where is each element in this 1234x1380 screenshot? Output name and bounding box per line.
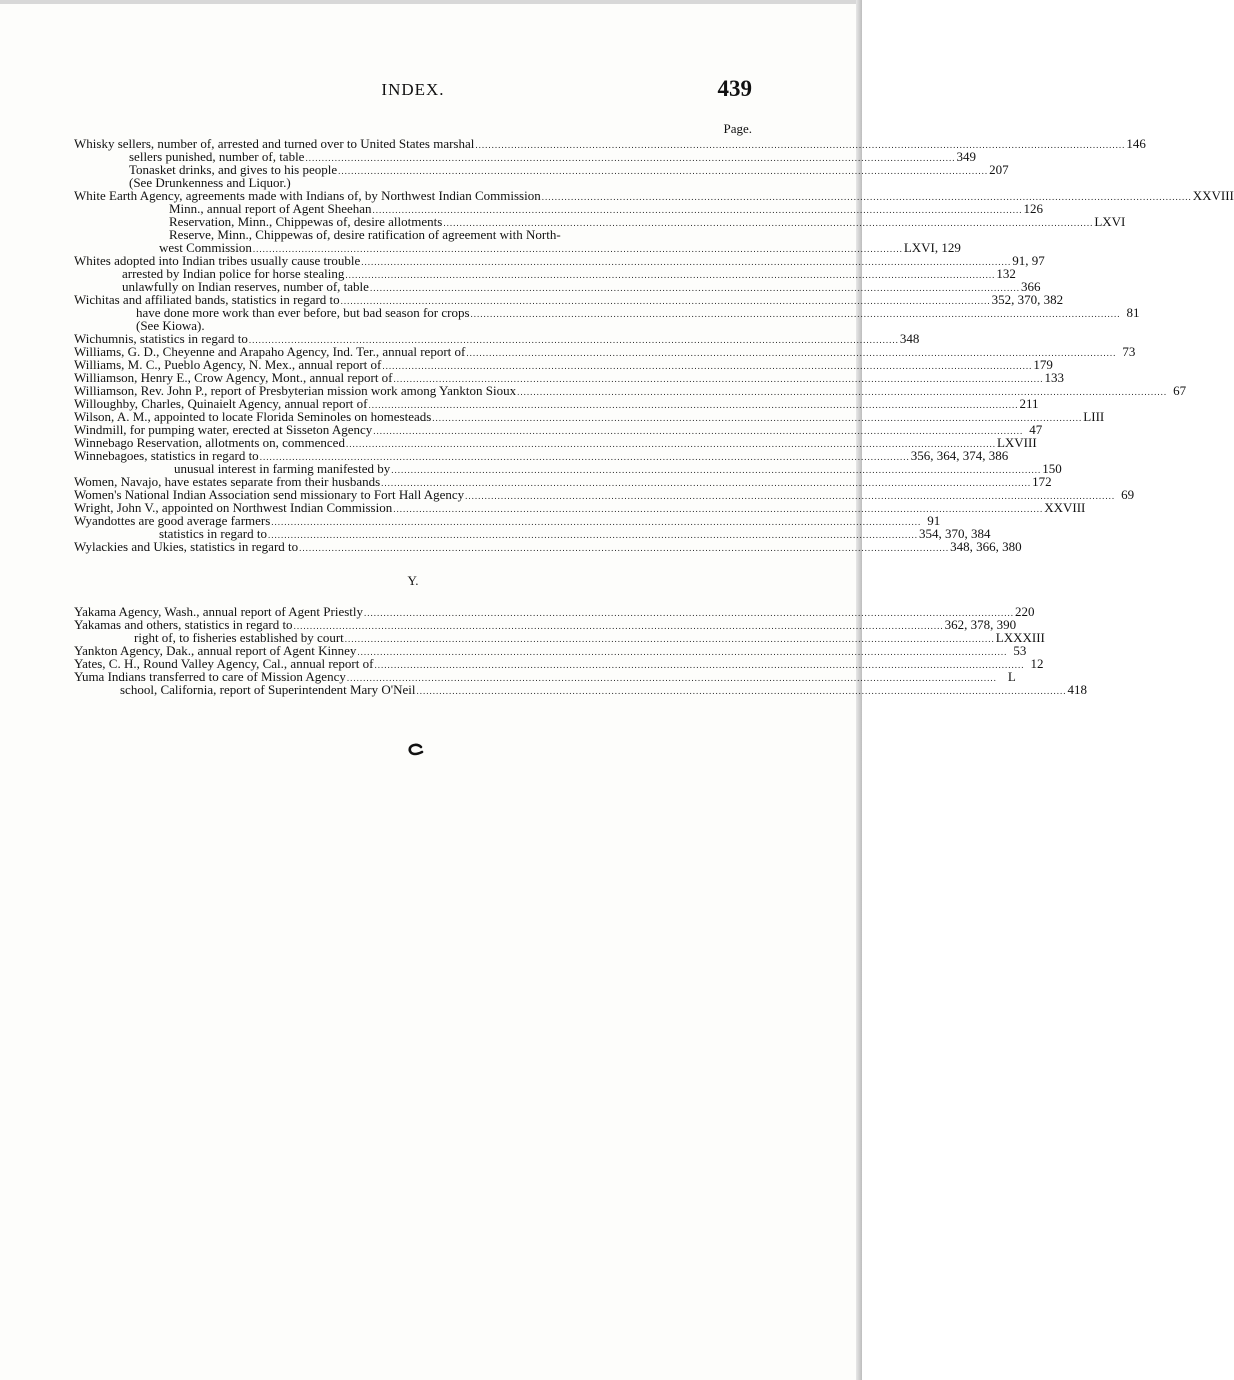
index-entry-page: 362, 378, 390 (944, 617, 1017, 632)
index-entry-page: 220 (1015, 604, 1035, 619)
dot-leader: ........................................................................................................................................................................................................ (345, 270, 996, 280)
dot-leader: ........................................................................................................................................................................................................ (357, 647, 1008, 657)
index-entry-page: 47 (1029, 422, 1043, 437)
index-entry-text: Wichitas and affiliated bands, statistics in regard to (74, 292, 340, 307)
index-entry-page: 146 (1126, 136, 1146, 151)
dot-leader: ........................................................................................................................................................................................................ (373, 426, 1024, 436)
index-entry-page: 150 (1042, 461, 1062, 476)
index-entry-page: 354, 370, 384 (918, 526, 991, 541)
dot-leader: ........................................................................................................................................................................................................ (299, 543, 950, 553)
index-entry-text: (See Drunkenness and Liquor.) (129, 175, 291, 190)
index-entry-text: Reservation, Minn., Chippewas of, desire allotments (169, 214, 443, 229)
index-entry-page: LXVI, 129 (903, 240, 961, 255)
index-entry-text: Wyandottes are good average farmers (74, 513, 271, 528)
index-entry (74, 682, 1087, 697)
index-entry-page: 73 (1122, 344, 1136, 359)
index-entry-page: 81 (1126, 305, 1140, 320)
index-entry-text: Reserve, Minn., Chippewas of, desire ratification of agreement with North- (169, 227, 561, 242)
index-entry-page: 207 (989, 162, 1009, 177)
index-entry-page: 179 (1033, 357, 1053, 372)
dot-leader: ........................................................................................................................................................................................................ (382, 361, 1033, 371)
dot-leader: ........................................................................................................................................................................................................ (346, 673, 997, 683)
index-section-y (74, 604, 1087, 697)
index-entry-text: Whites adopted into Indian tribes usually cause trouble (74, 253, 361, 268)
dot-leader: ........................................................................................................................................................................................................ (369, 283, 1020, 293)
index-entry-text: Williamson, Henry E., Crow Agency, Mont., annual report of (74, 370, 393, 385)
index-entry-page: 67 (1173, 383, 1187, 398)
index-entry-text: Yankton Agency, Dak., annual report of Agent Kinney (74, 643, 357, 658)
index-entry-text: Williamson, Rev. John P., report of Presbyterian mission work among Yankton Sioux (74, 383, 517, 398)
index-entry-page: 69 (1121, 487, 1135, 502)
index-entry-text: Winnebago Reservation, allotments on, commenced (74, 435, 345, 450)
index-entry-text: school, California, report of Superintendent Mary O'Neil (120, 682, 416, 697)
index-entry-text: unlawfully on Indian reserves, number of, table (122, 279, 369, 294)
index-entry-text: Yates, C. H., Round Valley Agency, Cal., annual report of (74, 656, 374, 671)
dot-leader: ........................................................................................................................................................................................................ (393, 374, 1044, 384)
index-entry-page: XXVIII (1044, 500, 1086, 515)
index-entry-text: White Earth Agency, agreements made with Indians of, by Northwest Indian Commission (74, 188, 541, 203)
dot-leader: ........................................................................................................................................................................................................ (248, 335, 899, 345)
index-entry-text: statistics in regard to (159, 526, 267, 541)
dot-leader: ........................................................................................................................................................................................................ (267, 530, 918, 540)
dot-leader: ........................................................................................................................................................................................................ (416, 686, 1067, 696)
index-entry (74, 539, 1022, 554)
index-entry-page: 126 (1023, 201, 1044, 216)
index-entry-text: Wylackies and Ukies, statistics in regard to (74, 539, 299, 554)
index-entry-text: Wilson, A. M., appointed to locate Florida Seminoles on homesteads (74, 409, 432, 424)
page-number: 439 (717, 76, 752, 101)
dot-leader: ........................................................................................................................................................................................................ (517, 387, 1168, 397)
index-entry-page: L (1007, 669, 1016, 684)
index-entry-page: XXVIII (1192, 188, 1234, 203)
index-entry-text: Williams, M. C., Pueblo Agency, N. Mex., annual report of (74, 357, 382, 372)
index-entry-page: LIII (1083, 409, 1105, 424)
index-entry-text: arrested by Indian police for horse stealing (122, 266, 345, 281)
index-entry-page: 356, 364, 374, 386 (910, 448, 1009, 463)
index-entry-text: Williams, G. D., Cheyenne and Arapaho Agency, Ind. Ter., annual report of (74, 344, 466, 359)
index-entry-page: 418 (1067, 682, 1087, 697)
dot-leader: ........................................................................................................................................................................................................ (432, 413, 1083, 423)
index-entry-page: 91, 97 (1012, 253, 1045, 268)
index-entry-page: 352, 370, 382 (991, 292, 1064, 307)
printer-ornament-icon (408, 744, 424, 756)
page-top-edge (0, 0, 862, 4)
index-entry-text: (See Kiowa). (136, 318, 205, 333)
dot-leader: ........................................................................................................................................................................................................ (381, 478, 1032, 488)
index-section-w (74, 136, 1234, 554)
dot-leader: ........................................................................................................................................................................................................ (338, 166, 989, 176)
dot-leader: ........................................................................................................................................................................................................ (344, 634, 995, 644)
dot-leader: ........................................................................................................................................................................................................ (252, 244, 903, 254)
dot-leader: ........................................................................................................................................................................................................ (393, 504, 1044, 514)
page-title: INDEX. (381, 80, 445, 99)
page-column-header: Page. (723, 121, 752, 136)
index-entry-text: Women's National Indian Association send missionary to Fort Hall Agency (74, 487, 465, 502)
dot-leader: ........................................................................................................................................................................................................ (372, 205, 1023, 215)
index-entry-page: 211 (1019, 396, 1039, 411)
index-entry-page: 348 (899, 331, 920, 346)
index-entry-page: LXVIII (996, 435, 1037, 450)
dot-leader: ........................................................................................................................................................................................................ (364, 608, 1014, 618)
index-entry-text: unusual interest in farming manifested by (174, 461, 391, 476)
index-entry-page: 172 (1032, 474, 1052, 489)
index-entry-text: Willoughby, Charles, Quinaielt Agency, annual report of (74, 396, 368, 411)
index-entry-text: right of, to fisheries established by court (134, 630, 344, 645)
index-entry-text: sellers punished, number of, table (129, 149, 305, 164)
index-entry-text: Yakamas and others, statistics in regard to (74, 617, 293, 632)
index-entry-page: 12 (1030, 656, 1044, 671)
dot-leader: ........................................................................................................................................................................................................ (443, 218, 1094, 228)
index-entry-text: have done more work than ever before, but bad season for crops (136, 305, 470, 320)
dot-leader: ........................................................................................................................................................................................................ (466, 348, 1117, 358)
index-entry-page: 132 (996, 266, 1016, 281)
index-entry-page: 348, 366, 380 (950, 539, 1022, 554)
dot-leader: ........................................................................................................................................................................................................ (465, 491, 1116, 501)
index-entry-text: Whisky sellers, number of, arrested and turned over to United States marshal (74, 136, 475, 151)
dot-leader: ........................................................................................................................................................................................................ (361, 257, 1012, 267)
dot-leader: ........................................................................................................................................................................................................ (259, 452, 910, 462)
index-entry-page: 349 (956, 149, 976, 164)
index-entry-page: 366 (1020, 279, 1041, 294)
index-entry-text: Wright, John V., appointed on Northwest Indian Commission (74, 500, 393, 515)
dot-leader: ........................................................................................................................................................................................................ (541, 192, 1192, 202)
index-entry-page: 133 (1044, 370, 1065, 385)
page-header (74, 76, 752, 104)
index-entry-text: Minn., annual report of Agent Sheehan (169, 201, 372, 216)
index-entry-page: 91 (927, 513, 941, 528)
index-entry-text: Windmill, for pumping water, erected at Sisseton Agency (74, 422, 373, 437)
index-entry-text: Tonasket drinks, and gives to his people (129, 162, 338, 177)
index-entry-text: west Commission (159, 240, 252, 255)
index-entry-text: Yuma Indians transferred to care of Mission Agency (74, 669, 346, 684)
dot-leader: ........................................................................................................................................................................................................ (271, 517, 922, 527)
dot-leader: ........................................................................................................................................................................................................ (391, 465, 1042, 475)
dot-leader: ........................................................................................................................................................................................................ (305, 153, 956, 163)
index-entry-page: LXXXIII (995, 630, 1045, 645)
index-entry-text: Wichumnis, statistics in regard to (74, 331, 248, 346)
section-letter-heading: Y. (407, 573, 419, 588)
dot-leader: ........................................................................................................................................................................................................ (293, 621, 944, 631)
dot-leader: ........................................................................................................................................................................................................ (368, 400, 1019, 410)
dot-leader: ........................................................................................................................................................................................................ (340, 296, 991, 306)
index-entry-text: Winnebagoes, statistics in regard to (74, 448, 259, 463)
index-entry-text: Yakama Agency, Wash., annual report of Agent Priestly (74, 604, 363, 619)
dot-leader: ........................................................................................................................................................................................................ (470, 309, 1121, 319)
dot-leader: ........................................................................................................................................................................................................ (475, 140, 1126, 150)
dot-leader: ........................................................................................................................................................................................................ (374, 660, 1025, 670)
index-entry-text: Women, Navajo, have estates separate from their husbands (74, 474, 381, 489)
index-entry-page: LXVI (1094, 214, 1126, 229)
dot-leader: ........................................................................................................................................................................................................ (345, 439, 996, 449)
index-entry-page: 53 (1013, 643, 1027, 658)
